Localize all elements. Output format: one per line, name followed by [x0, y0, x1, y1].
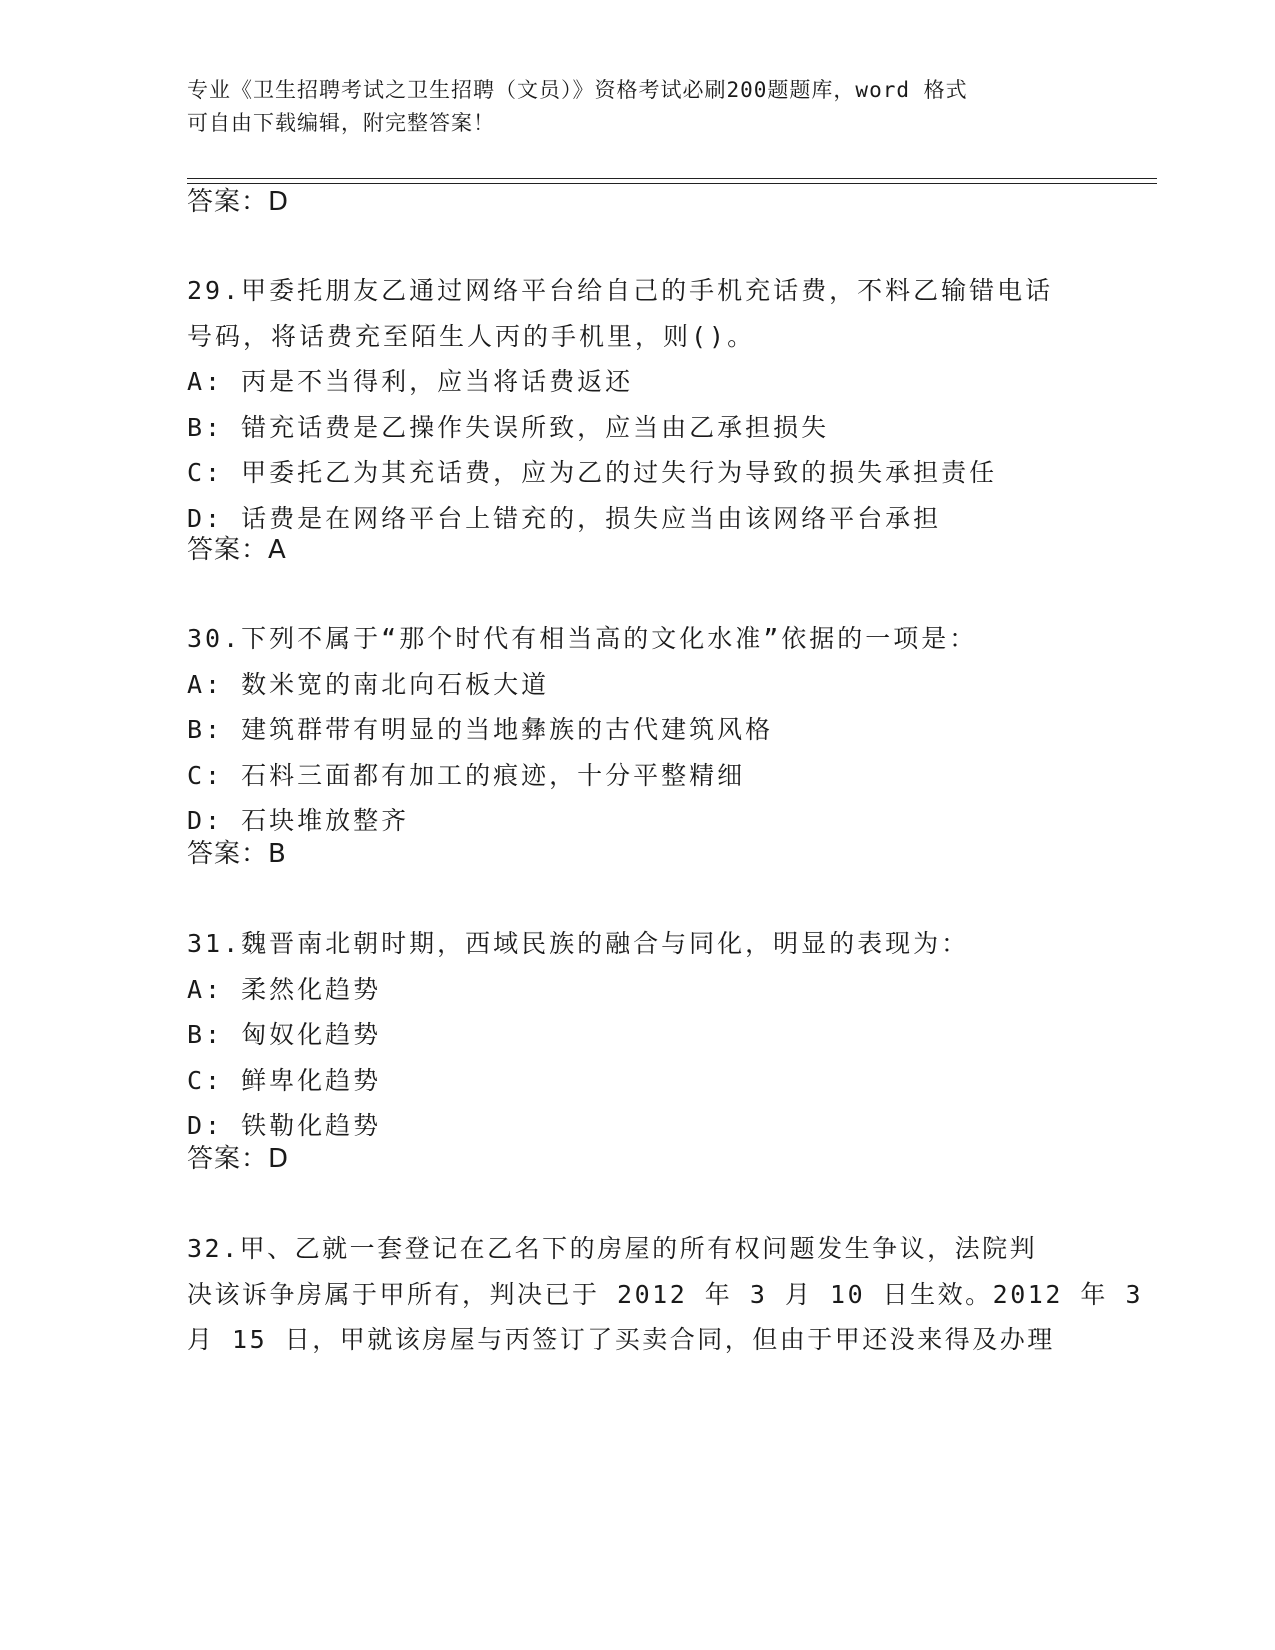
question-30-answer: 答案：B [187, 839, 287, 869]
question-29-option-d: D: 话费是在网络平台上错充的，损失应当由该网络平台承担 [187, 503, 942, 533]
question-31-option-b: B: 匈奴化趋势 [187, 1020, 382, 1049]
question-31-option-d: D: 铁勒化趋势 [187, 1111, 382, 1140]
header-title-line-2: 可自由下载编辑，附完整答案！ [187, 111, 495, 135]
question-30-option-a: A: 数米宽的南北向石板大道 [187, 669, 550, 699]
question-29 [187, 268, 1087, 541]
question-30-option-d: D: 石块堆放整齐 [187, 806, 410, 835]
question-32 [187, 1226, 1144, 1363]
question-30 [187, 616, 1087, 844]
question-30-text-line-1: 30.下列不属于“那个时代有相当高的文化水准”依据的一项是： [187, 624, 978, 653]
previous-answer: 答案：D [187, 187, 290, 217]
question-29-option-c: C: 甲委托乙为其充话费，应为乙的过失行为导致的损失承担责任 [187, 458, 998, 487]
question-32-text-line-3: 月 15 日，甲就该房屋与丙签订了买卖合同，但由于甲还没来得及办理 [187, 1325, 1055, 1354]
question-31-answer: 答案：D [187, 1144, 290, 1174]
question-29-option-a: A: 丙是不当得利，应当将话费返还 [187, 367, 634, 396]
question-31-text-line-1: 31.魏晋南北朝时期，西域民族的融合与同化，明显的表现为： [187, 929, 970, 958]
question-32-text-line-1: 32.甲、乙就一套登记在乙名下的房屋的所有权问题发生争议，法院判 [187, 1234, 1038, 1263]
question-29-text-line-1: 29.甲委托朋友乙通过网络平台给自己的手机充话费，不料乙输错电话 [187, 276, 1054, 305]
header-title-line-1: 专业《卫生招聘考试之卫生招聘（文员）》资格考试必刷200题题库，word 格式 [187, 78, 968, 102]
header-divider [187, 178, 1157, 184]
question-30-option-c: C: 石料三面都有加工的痕迹，十分平整精细 [187, 760, 746, 790]
question-31 [187, 921, 1087, 1149]
question-32-text-line-2: 决该诉争房属于甲所有，判决已于 2012 年 3 月 10 日生效。2012 年 3 [187, 1279, 1144, 1309]
question-29-answer: 答案：A [187, 535, 287, 565]
document-header [187, 74, 1067, 140]
question-31-option-a: A: 柔然化趋势 [187, 974, 382, 1004]
question-29-text-line-2: 号码，将话费充至陌生人丙的手机里，则()。 [187, 321, 756, 351]
question-30-option-b: B: 建筑群带有明显的当地彝族的古代建筑风格 [187, 715, 774, 744]
question-31-option-c: C: 鲜卑化趋势 [187, 1065, 382, 1095]
question-29-option-b: B: 错充话费是乙操作失误所致，应当由乙承担损失 [187, 412, 830, 442]
